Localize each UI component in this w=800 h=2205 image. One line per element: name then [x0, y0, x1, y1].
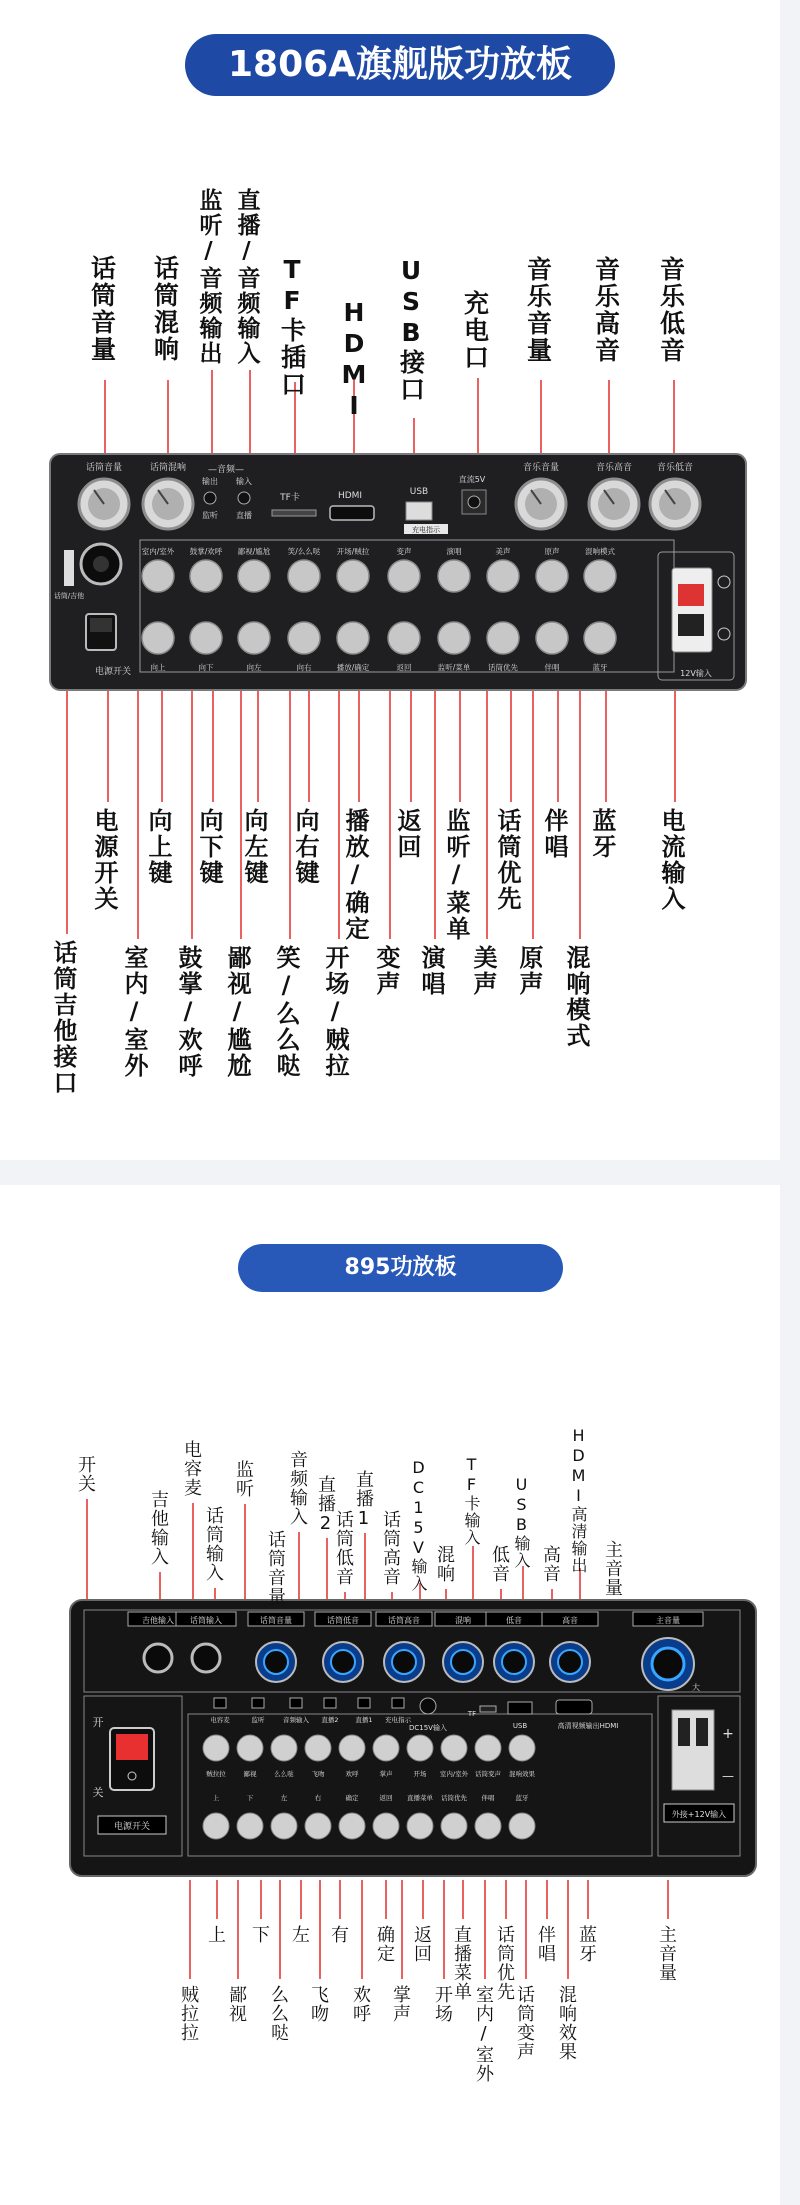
- callout-bottom-label: 美声: [469, 945, 497, 997]
- button-row1-label: 鄙视/尴尬: [237, 547, 271, 556]
- button-row1-label: 演唱: [446, 547, 462, 556]
- button-895-row2-label: 右: [314, 1794, 322, 1802]
- callout-bottom-label: 返回: [393, 808, 421, 860]
- callout-895-top-label: 混响: [434, 1545, 455, 1583]
- knob-label: 音乐低音: [656, 463, 694, 473]
- button-row2-label: 向右: [296, 663, 312, 672]
- small-jack-label: 音频输入: [283, 1716, 309, 1724]
- button-row2-label: 话筒优先: [488, 663, 518, 672]
- power-switch-label-895: 电源开关: [113, 1822, 151, 1832]
- top-label-text: 主音量: [656, 1616, 680, 1625]
- usb-label: USB: [409, 487, 429, 497]
- callout-895-top-label: 主音量: [602, 1540, 623, 1597]
- callout-895-bottom-label: 话筒优先: [494, 1925, 515, 2001]
- blue-knob-cap: [558, 1650, 582, 1674]
- small-jack-label: 电容麦: [210, 1716, 230, 1724]
- button-895-row1-icon: [407, 1735, 433, 1761]
- small-jack-icon: [358, 1698, 370, 1708]
- button-895-row1-icon: [237, 1735, 263, 1761]
- button-895-row1-label: 么么哒: [274, 1770, 294, 1778]
- callout-895-bottom-label: 返回: [411, 1925, 432, 1963]
- small-jack-icon: [252, 1698, 264, 1708]
- button-895-row2-icon: [407, 1813, 433, 1839]
- button-895-row1-label: 贼拉拉: [206, 1770, 226, 1778]
- button-row1-label: 混响模式: [585, 547, 615, 556]
- button-row1-icon: [190, 560, 222, 592]
- callout-bottom-label: 蓝牙: [588, 808, 616, 860]
- callout-895-bottom-label: 有: [328, 1925, 349, 1944]
- button-895-row2-icon: [237, 1813, 263, 1839]
- audio-group-label: —音频—: [207, 465, 245, 475]
- callout-895-bottom-label: 开场: [432, 1985, 453, 2023]
- mic-guitar-jack-inner: [93, 556, 109, 572]
- button-row2-icon: [536, 622, 568, 654]
- button-895-row2-label: 上: [212, 1794, 220, 1802]
- small-jack-icon: [290, 1698, 302, 1708]
- button-895-row2-label: 蓝牙: [515, 1794, 529, 1802]
- power-terminal-icon: [672, 568, 712, 652]
- dc-label-895: DC15V输入: [409, 1724, 447, 1732]
- callout-bottom-label: 笑/么么哒: [272, 945, 300, 1079]
- button-895-row1-icon: [271, 1735, 297, 1761]
- board-1806a: [48, 452, 748, 692]
- button-row2-icon: [487, 622, 519, 654]
- mic-jack-icon: [192, 1644, 220, 1672]
- callout-895-top-label: 监听: [233, 1460, 254, 1498]
- knob-label: 话筒混响: [149, 463, 187, 473]
- callout-895-bottom-label: 么么哒: [268, 1985, 289, 2042]
- button-895-row1-icon: [441, 1735, 467, 1761]
- top-label-text: 混响: [455, 1616, 471, 1625]
- button-row2-label: 向左: [246, 663, 262, 672]
- knob-label: 话筒音量: [85, 463, 123, 473]
- button-895-row2-label: 直播菜单: [407, 1794, 433, 1802]
- top-label-text: 低音: [506, 1616, 522, 1625]
- button-895-row1-label: 欢呼: [345, 1770, 359, 1778]
- callout-895-bottom-label: 下: [249, 1925, 270, 1944]
- callout-bottom-label: 混响模式: [562, 945, 590, 1049]
- button-row2-icon: [238, 622, 270, 654]
- callout-895-bottom-label: 室内/室外: [473, 1985, 494, 2083]
- power-switch-rocker: [90, 618, 112, 632]
- callout-top-label: 音乐高音: [591, 256, 621, 364]
- callout-895-top-label: 直播1: [353, 1470, 374, 1530]
- button-row1-label: 开场/贼拉: [336, 547, 370, 556]
- top-label-text: 高音: [562, 1616, 578, 1625]
- callout-top-label: 话筒音量: [87, 255, 117, 363]
- knob-label: 音乐音量: [522, 463, 560, 473]
- button-895-row2-label: 左: [280, 1794, 288, 1802]
- button-895-row1-icon: [373, 1735, 399, 1761]
- usb-port-icon: [406, 502, 432, 520]
- button-895-row2-icon: [373, 1813, 399, 1839]
- callout-top-label: USB接口: [396, 256, 426, 403]
- button-row2-label: 向下: [198, 663, 214, 672]
- dc-jack-icon: [420, 1698, 436, 1714]
- callout-895-bottom-label: 掌声: [390, 1985, 411, 2023]
- tf-label-895: TF: [467, 1710, 477, 1718]
- button-row1-label: 鼓掌/欢呼: [189, 547, 223, 556]
- callout-bottom-label: 变声: [372, 945, 400, 997]
- callout-bottom-label: 开场/贼拉: [321, 945, 349, 1079]
- mic-guitar-label: 话筒/吉他: [53, 592, 85, 600]
- callout-895-top-label: USB输入: [512, 1475, 531, 1569]
- tf-slot-icon: [272, 510, 316, 516]
- terminal-895-a: [678, 1718, 690, 1746]
- callout-895-top-label: 吉他输入: [148, 1490, 169, 1566]
- button-row1-icon: [438, 560, 470, 592]
- audio-in-jack-icon: [238, 492, 250, 504]
- callout-top-label: 监听/音频输出: [195, 188, 222, 366]
- button-895-row1-label: 开场: [413, 1770, 427, 1778]
- button-row1-label: 室内/室外: [141, 547, 175, 556]
- callout-895-bottom-label: 混响效果: [556, 1985, 577, 2061]
- callout-895-bottom-label: 贼拉拉: [178, 1985, 199, 2042]
- board-895: [68, 1598, 758, 1878]
- top-label-text: 话筒高音: [388, 1616, 420, 1625]
- button-895-row2-label: 话筒优先: [441, 1794, 467, 1802]
- button-895-row2-label: 下: [246, 1794, 254, 1802]
- callout-top-label: HDMI: [339, 298, 369, 422]
- callout-895-top-label: 电容麦: [181, 1440, 202, 1497]
- button-895-row1-icon: [339, 1735, 365, 1761]
- callout-895-top-label: 高音: [540, 1545, 561, 1583]
- button-895-row1-icon: [509, 1735, 535, 1761]
- button-row1-icon: [584, 560, 616, 592]
- callout-895-bottom-label: 确定: [374, 1925, 395, 1963]
- button-row1-label: 原声: [544, 547, 560, 556]
- callout-bottom-label: 向下键: [195, 808, 223, 886]
- live-label: 直播: [236, 511, 252, 520]
- callout-895-bottom-label: 话筒变声: [514, 1985, 535, 2061]
- button-895-row2-label: 返回: [379, 1794, 393, 1802]
- top-label-text: 话筒低音: [327, 1616, 359, 1625]
- callout-895-top-label: 话筒音量: [265, 1530, 286, 1606]
- switch-on-label: 开: [92, 1716, 104, 1729]
- power-switch-label: 电源开关: [94, 667, 132, 677]
- button-895-row1-label: 鄙视: [243, 1770, 257, 1778]
- button-row2-label: 播放/确定: [336, 663, 370, 672]
- button-row2-icon: [388, 622, 420, 654]
- button-row2-label: 蓝牙: [592, 663, 608, 672]
- callout-895-bottom-label: 直播菜单: [451, 1925, 472, 2001]
- terminal-red: [678, 584, 704, 606]
- callout-bottom-label: 电源开关: [90, 808, 118, 912]
- blue-knob-cap: [502, 1650, 526, 1674]
- callout-bottom-label: 向右键: [291, 808, 319, 886]
- bottom-title: 895功放板: [238, 1244, 563, 1292]
- button-895-row2-icon: [305, 1813, 331, 1839]
- audio-in-label: 输入: [236, 477, 252, 486]
- callout-895-bottom-label: 蓝牙: [576, 1925, 597, 1963]
- button-895-row2-icon: [509, 1813, 535, 1839]
- button-row2-icon: [288, 622, 320, 654]
- tf-slot-icon-895: [480, 1706, 496, 1712]
- button-row2-label: 返回: [396, 663, 412, 672]
- small-jack-label: 直播1: [355, 1716, 373, 1724]
- top-label-text: 吉他输入: [142, 1616, 174, 1625]
- callout-bottom-label: 鄙视/尴尬: [223, 945, 251, 1079]
- monitor-label: 监听: [202, 511, 218, 520]
- button-row2-icon: [584, 622, 616, 654]
- callout-bottom-label: 话筒吉他接口: [49, 940, 77, 1096]
- button-row1-label: 变声: [396, 547, 412, 556]
- button-row1-icon: [238, 560, 270, 592]
- top-label-text: 话筒音量: [260, 1616, 292, 1625]
- small-jack-icon: [324, 1698, 336, 1708]
- callout-895-top-label: 开关: [75, 1455, 96, 1493]
- top-title: 1806A旗舰版功放板: [185, 34, 615, 96]
- guitar-jack-icon: [144, 1644, 172, 1672]
- button-row2-icon: [190, 622, 222, 654]
- callout-bottom-label: 向左键: [240, 808, 268, 886]
- callout-895-top-label: 音频输入: [287, 1450, 308, 1526]
- button-895-row2-label: 伴唱: [481, 1794, 495, 1802]
- max-label: 大: [692, 1683, 700, 1692]
- callout-895-bottom-label: 上: [205, 1925, 226, 1944]
- rocker-red: [116, 1734, 148, 1760]
- callout-bottom-label: 鼓掌/欢呼: [174, 945, 202, 1079]
- button-row1-label: 美声: [495, 547, 511, 556]
- callout-895-top-label: 低音: [489, 1545, 510, 1583]
- callout-top-label: 充电口: [460, 290, 490, 371]
- button-895-row2-icon: [441, 1813, 467, 1839]
- dc-port-hole: [468, 496, 480, 508]
- main-volume-cap: [652, 1648, 684, 1680]
- callout-895-top-label: 话筒低音: [333, 1510, 354, 1586]
- hdmi-label: HDMI: [337, 491, 363, 501]
- charge-indicator-label: 充电指示: [412, 526, 440, 534]
- button-row1-icon: [388, 560, 420, 592]
- callout-bottom-label: 演唱: [417, 945, 445, 997]
- button-895-row2-icon: [339, 1813, 365, 1839]
- button-895-row1-icon: [305, 1735, 331, 1761]
- callout-bottom-label: 播放/确定: [341, 808, 369, 942]
- callout-895-top-label: DC15V输入: [409, 1458, 428, 1592]
- callout-bottom-label: 电流输入: [657, 808, 685, 912]
- callout-bottom-label: 监听/菜单: [442, 808, 470, 942]
- callout-895-top-label: 话筒高音: [380, 1510, 401, 1586]
- button-row1-label: 笑/么么哒: [287, 547, 321, 556]
- callout-895-top-label: TF卡输入: [462, 1455, 481, 1546]
- button-895-row1-label: 掌声: [379, 1770, 393, 1778]
- callout-top-label: 直播/音频输入: [233, 188, 260, 366]
- tf-label: TF卡: [280, 493, 300, 503]
- button-row1-icon: [288, 560, 320, 592]
- top-label-text: 话筒输入: [190, 1616, 222, 1625]
- callout-top-label: 音乐低音: [656, 256, 686, 364]
- callout-895-bottom-label: 飞吻: [308, 1985, 329, 2023]
- callout-bottom-label: 话筒优先: [493, 808, 521, 912]
- small-jack-label: 直播2: [321, 1716, 339, 1724]
- callout-bottom-label: 室内/室外: [120, 945, 148, 1079]
- button-row2-icon: [438, 622, 470, 654]
- button-895-row2-label: 确定: [345, 1794, 359, 1802]
- blue-knob-cap: [331, 1650, 355, 1674]
- small-jack-icon: [214, 1698, 226, 1708]
- callout-895-top-label: 话筒输入: [203, 1506, 224, 1582]
- small-jack-icon: [392, 1698, 404, 1708]
- button-row1-icon: [337, 560, 369, 592]
- callout-bottom-label: 伴唱: [540, 808, 568, 860]
- blue-knob-cap: [451, 1650, 475, 1674]
- blue-knob-cap: [392, 1650, 416, 1674]
- button-895-row1-icon: [475, 1735, 501, 1761]
- callout-top-label: 话筒混响: [150, 255, 180, 363]
- callout-895-top-label: 直播2: [315, 1475, 336, 1535]
- button-row2-label: 监听/菜单: [437, 663, 471, 672]
- hdmi-port-icon: [330, 506, 374, 520]
- callout-895-top-label: HDMI高清输出: [569, 1426, 588, 1574]
- monitor-out-label: 输出: [202, 477, 218, 486]
- dc-label: 直流5V: [458, 475, 486, 484]
- button-row2-icon: [337, 622, 369, 654]
- button-row2-label: 伴唱: [544, 663, 560, 672]
- button-895-row2-icon: [475, 1813, 501, 1839]
- hdmi-port-icon-895: [556, 1700, 592, 1714]
- callout-895-bottom-label: 主音量: [656, 1925, 677, 1982]
- button-895-row1-label: 混响效果: [509, 1770, 535, 1778]
- small-jack-label: 充电指示: [385, 1716, 411, 1724]
- usb-port-icon-895: [508, 1702, 532, 1714]
- callout-895-bottom-label: 左: [289, 1925, 310, 1944]
- button-895-row1-label: 飞吻: [311, 1770, 325, 1778]
- callout-895-bottom-label: 伴唱: [535, 1925, 556, 1963]
- blue-knob-cap: [264, 1650, 288, 1674]
- callout-895-bottom-label: 欢呼: [350, 1985, 371, 2023]
- button-895-row1-icon: [203, 1735, 229, 1761]
- mic-guitar-tag: [64, 550, 74, 586]
- callout-895-bottom-label: 鄙视: [226, 1985, 247, 2023]
- button-row2-label: 向上: [150, 663, 166, 672]
- usb-label-895: USB: [512, 1722, 528, 1730]
- switch-off-label: 关: [92, 1786, 104, 1799]
- hdmi-label-895: 高清视频输出HDMI: [557, 1722, 619, 1730]
- plus-label-895: +: [722, 1726, 734, 1742]
- small-jack-label: 监听: [251, 1716, 265, 1724]
- minus-label-895: —: [722, 1769, 734, 1783]
- callout-top-label: 音乐音量: [523, 256, 553, 364]
- terminal-895-b: [696, 1718, 708, 1746]
- button-row1-icon: [487, 560, 519, 592]
- button-895-row2-icon: [271, 1813, 297, 1839]
- power-in-label: 12V输入: [680, 669, 712, 678]
- button-895-row1-label: 话筒变声: [475, 1770, 501, 1778]
- button-row1-icon: [142, 560, 174, 592]
- monitor-jack-icon: [204, 492, 216, 504]
- terminal-black: [678, 614, 704, 636]
- button-895-row2-icon: [203, 1813, 229, 1839]
- power-in-label-895: 外接+12V输入: [671, 1810, 727, 1819]
- button-row1-icon: [536, 560, 568, 592]
- callout-bottom-label: 向上键: [144, 808, 172, 886]
- button-row2-icon: [142, 622, 174, 654]
- button-895-row1-label: 室内/室外: [439, 1770, 469, 1778]
- knob-label: 音乐高音: [595, 463, 633, 473]
- callout-top-label: TF卡插口: [277, 255, 307, 398]
- callout-bottom-label: 原声: [515, 945, 543, 997]
